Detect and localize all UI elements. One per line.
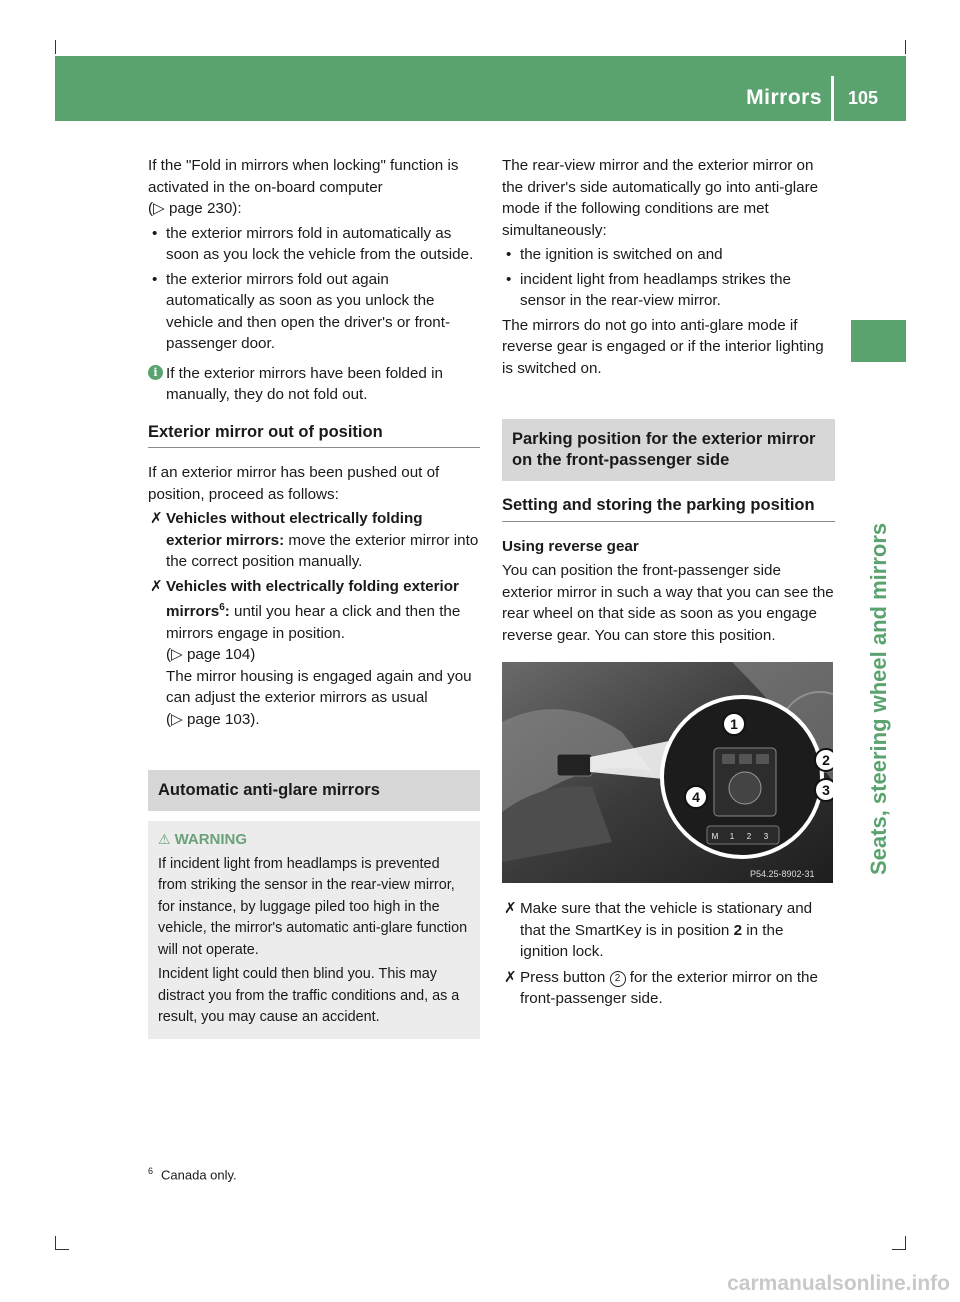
section-heading: Exterior mirror out of position — [148, 422, 383, 441]
bullet-marker: • — [506, 246, 512, 263]
instruction-step: ✗ Press button 2 for the exterior mirror on the front-passenger side. — [504, 968, 818, 1007]
footnote-text: Canada only. — [161, 1167, 237, 1183]
chapter-tab — [860, 370, 900, 890]
bullet-marker: • — [152, 270, 158, 288]
mirror-select-right[interactable] — [756, 754, 769, 764]
instruction-step: ✗ Vehicles with electrically folding exterior mirrors$^6$: until you hear a click and then the mirrors engage in position. (▷ page 104) The mirror housing is engaged again and you can adjust the exterior mirrors as usual (▷ page 103). — [150, 577, 472, 728]
door-control-panel-image — [502, 662, 833, 883]
warning-icon: ⚠ — [158, 831, 171, 848]
memory-button-2[interactable]: 2 — [746, 832, 752, 841]
list-item: • incident light from headlamps strikes the sensor in the rear-view mirror. — [506, 270, 791, 309]
step-arrow-icon: ✗ — [504, 900, 517, 917]
list-item: • the ignition is switched on and — [502, 244, 835, 266]
mirror-select-left[interactable] — [722, 754, 735, 764]
sub-heading: Using reverse gear — [502, 537, 639, 555]
info-note: i If the exterior mirrors have been folded in manually, they do not fold out. — [148, 363, 480, 406]
chapter-label: Seats, steering wheel and mirrors — [866, 522, 891, 875]
watermark: carmanualsonline.info — [727, 1272, 950, 1295]
paragraph: If an exterior mirror has been pushed out of position, proceed as follows: — [148, 464, 440, 503]
mirror-fold-button[interactable] — [739, 754, 752, 764]
page-reference: (▷ page 230): — [148, 200, 242, 217]
callout-4-label: 4 — [692, 789, 700, 805]
section-band-heading: Parking position for the exterior mirror on the front-passenger side — [502, 419, 835, 481]
section-heading: Setting and storing the parking position — [502, 496, 815, 514]
footnote-reference[interactable]: 6 — [219, 602, 225, 613]
page-number: 105 — [847, 88, 878, 108]
section-title: Mirrors — [746, 86, 822, 109]
page-reference: (▷ page 104) — [166, 646, 256, 664]
page-reference: (▷ page 103). — [166, 710, 260, 728]
warning-title: WARNING — [174, 831, 248, 849]
warning-text: Incident light could then blind you. This may distract you from the traffic conditions and, as a result, you may cause an accident. — [158, 966, 460, 1026]
paragraph: The rear-view mirror and the exterior mirror on the driver's side automatically go into anti-glare mode if the following conditions are met simultaneously: — [502, 157, 819, 239]
memory-button-3[interactable]: 3 — [763, 832, 769, 841]
heading-rule — [148, 447, 480, 448]
warning-text: If incident light from headlamps is prevented from striking the sensor in the rear-view mirror, for instance, by luggage piled too high in the vehicle, the mirror's automatic anti-glare function will not operate. — [158, 855, 468, 958]
paragraph: You can position the front-passenger side exterior mirror in such a way that you can see the rear wheel on that side as soon as you engage reverse gear. You can store this position. — [502, 562, 834, 644]
mirror-adjust-button[interactable] — [729, 772, 761, 804]
image-code: P54.25-8902-31 — [750, 869, 815, 879]
crop-mark — [55, 1249, 69, 1250]
footnote — [148, 1166, 237, 1182]
step-arrow-icon: ✗ — [150, 577, 163, 595]
paragraph: The mirrors do not go into anti-glare mode if reverse gear is engaged or if the interior lighting is switched on. — [502, 316, 824, 377]
bullet-marker: • — [152, 224, 158, 242]
info-icon: i — [148, 365, 163, 380]
callout-1-label: 1 — [730, 716, 738, 732]
crop-mark — [905, 40, 906, 54]
section-band-heading: Automatic anti-glare mirrors — [148, 770, 480, 811]
chapter-tab-marker — [851, 320, 906, 362]
list-item: • the exterior mirrors fold in automatically as soon as you lock the vehicle from the outside. — [152, 224, 474, 263]
step-arrow-icon: ✗ — [150, 510, 163, 527]
warning-box — [148, 821, 480, 1039]
crop-mark — [55, 40, 56, 54]
callout-circle: 2 — [610, 971, 626, 987]
memory-button-1[interactable]: 1 — [729, 832, 735, 841]
small-switch-group — [557, 754, 592, 776]
instruction-step: ✗ Vehicles without electrically folding exterior mirrors: move the exterior mirror into the correct position manually. — [150, 510, 479, 570]
crop-mark — [55, 1236, 56, 1250]
instruction-step: ✗ Make sure that the vehicle is stationary and that the SmartKey is in position 2 in the ignition lock. — [504, 900, 813, 960]
heading-rule — [502, 521, 835, 522]
crop-mark — [892, 1249, 906, 1250]
header-divider — [831, 76, 834, 121]
bullet-marker: • — [506, 270, 512, 288]
door-panel-illustration — [502, 662, 833, 883]
left-column — [148, 155, 480, 1039]
callout-3-label: 3 — [822, 782, 830, 798]
footnote-number: 6 — [148, 1166, 154, 1176]
memory-button-M[interactable]: M — [711, 832, 719, 841]
crop-mark — [905, 1236, 906, 1250]
warning-header — [158, 829, 470, 852]
right-column — [502, 155, 835, 646]
right-column-steps — [502, 898, 835, 1010]
step-arrow-icon: ✗ — [504, 968, 517, 986]
list-item: • the exterior mirrors fold out again automatically as soon as you unlock the vehicle and then open the driver's or front-passenger door. — [152, 270, 451, 352]
intro-paragraph: If the "Fold in mirrors when locking" function is activated in the on-board computer (▷ page 230): — [148, 157, 459, 217]
page-header — [55, 56, 906, 121]
callout-2-label: 2 — [822, 752, 830, 768]
